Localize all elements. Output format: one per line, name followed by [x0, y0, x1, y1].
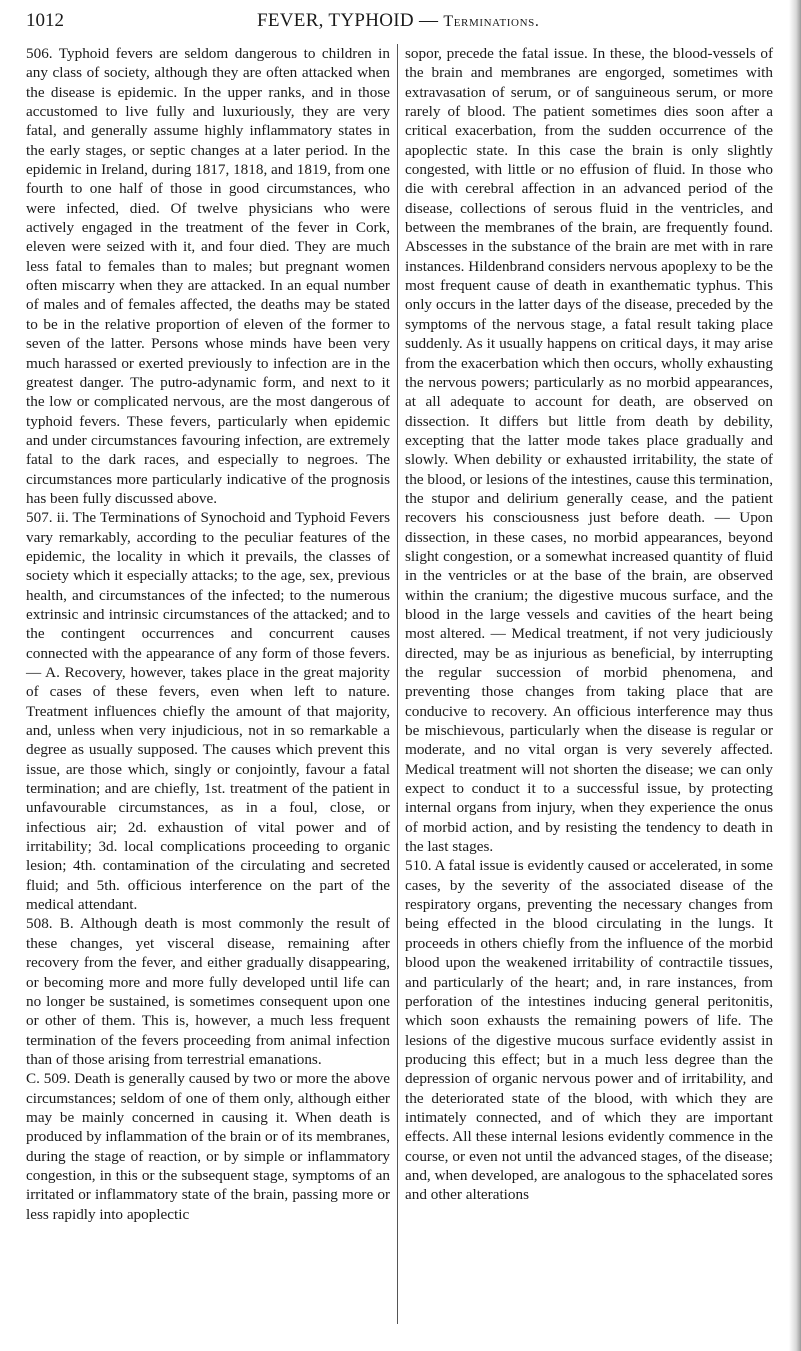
- running-title: [257, 10, 539, 32]
- column-divider: [397, 44, 398, 1324]
- section-text: Terminations.: [443, 13, 540, 30]
- title-text: FEVER, TYPHOID: [257, 10, 414, 31]
- paragraph-510: 510. A fatal issue is evidently caused or accelerated, in some cases, by the severity of the associated disease of the respiratory organs, preventing the necessary changes from being effected in the blood circulating in the lungs. It proceeds in others chiefly from the influence of the morbid blood upon the weakened irritability of contractile tissues, and particularly of the heart; and, in rare instances, from perforation of the intestines inducing general peritonitis, which soon exhausts the remaining powers of life. The lesions of the digestive mucous surface evidently assist in producing this effect; but in a much less degree than the depression of organic nervous power and of irritability, and the deteriorated state of the blood, with which they are intimately connected, and of which they are important effects. All these internal lesions evidently commence in the course, or even not until the advanced stages, of the disease; and, when developed, are analogous to the sphacelated sores and other alterations: [405, 857, 773, 1204]
- title-dash: —: [413, 10, 444, 31]
- page-number: 1012: [26, 10, 64, 31]
- left-column: [26, 44, 390, 1224]
- paragraph-506: 506. Typhoid fevers are seldom dangerous to children in any class of society, although they are often attacked when the disease is epidemic. In the upper ranks, and in those accustomed to live fully and luxuriously, they are very fatal, and generally assume highly inflammatory states in the early stages, or septic changes at a later period. In the epidemic in Ireland, during 1817, 1818, and 1819, from one fourth to one half of those in good circumstances, who were infected, died. Of twelve physicians who were actively engaged in the treatment of the fever in Cork, eleven were seized with it, and four died. They are much less fatal to females than to males; but pregnant women often miscarry when they are attacked. In an equal number of males and of females affected, the deaths may be stated to be in the relative proportion of eleven of the former to seven of the latter. Persons whose minds have been very much harassed or exerted previously to infection are in the greatest danger. The putro-adynamic form, and next to it the low or complicated nervous, are the most dangerous of typhoid fevers. These fevers, particularly when epidemic and under circumstances favouring infection, are extremely fatal to the dark races, and especially to negroes. The circumstances more particularly indicative of the prognosis has been fully discussed above.: [26, 45, 390, 507]
- paragraph-507: 507. ii. The Terminations of Synochoid and Typhoid Fevers vary remarkably, according to the peculiar features of the epidemic, the locality in which it prevails, the classes of society which it especially attacks; to the age, sex, previous health, and circumstances of the infected; to the numerous extrinsic and intrinsic circumstances of the attacked; and to the contingent occurrences and concurrent causes connected with the appearance of any form of those fevers. — A. Recovery, however, takes place in the great majority of cases of these fevers, even when left to nature. Treatment influences chiefly the amount of that majority, and, unless when very injudicious, not in so remarkable a degree as usually supposed. The causes which prevent this issue, are those which, singly or conjointly, favour a fatal termination; and are chiefly, 1st. treatment of the patient in unfavourable circumstances, as in a foul, close, or infectious air; 2d. exhaustion of vital power and of irritability; 3d. local complications proceeding to organic lesion; 4th. contamination of the circulating and secreted fluid; and 5th. officious interference on the part of the medical attendant.: [26, 509, 390, 914]
- right-column: [405, 44, 773, 1205]
- page-edge-shadow: [789, 0, 801, 1351]
- paragraph-509: C. 509. Death is generally caused by two or more the above circumstances; seldom of one of them only, although either may be mainly concerned in causing it. When death is produced by inflammation of the brain or of its membranes, during the stage of reaction, or by simple or inflammatory congestion, in this or the subsequent stage, symptoms of an irritated or inflammatory state of the brain, passing more or less rapidly into apoplectic: [26, 1070, 390, 1223]
- paragraph-508: 508. B. Although death is most commonly the result of these changes, yet visceral disease, remaining after recovery from the fever, and either gradually disappearing, or becoming more and more fully developed until life can no longer be sustained, is sometimes consequent upon one or other of them. This is, however, a much less frequent termination of the fevers proceeding from animal infection than of those arising from terrestrial emanations.: [26, 915, 390, 1068]
- running-header: [24, 10, 794, 36]
- paragraph-509-continued: sopor, precede the fatal issue. In these, the blood-vessels of the brain and membranes are engorged, sometimes with extravasation of serum, or of sanguineous serum, or more rarely of blood. The patient sometimes dies soon after a critical exacerbation, from the sudden occurrence of the apoplectic state. In this case the brain is only slightly congested, with little or no effusion of fluid. In those who die with cerebral affection in an advanced period of the disease, collections of serous fluid in the ventricles, and between the membranes of the brain, are frequently found. Abscesses in the substance of the brain are met with in rare instances. Hildenbrand considers nervous apoplexy to be the most frequent cause of death in exanthematic typhus. This only occurs in the latter days of the disease, preceded by the symptoms of the nervous stage, a fatal result taking place suddenly. As it usually happens on critical days, it may arise from the exacerbation which then occurs, wholly exhausting the nervous powers; particularly as no morbid appearances, at all adequate to account for death, are observed on dissection. It differs but little from death by debility, excepting that the latter mode takes place gradually and slowly. When debility or exhausted irritability, the state of the blood, or lesions of the intestines, cause this termination, the stupor and delirium generally cease, and the patient recovers his consciousness just before death. — Upon dissection, in these cases, no morbid appearances, beyond slight congestion, or a somewhat increased quantity of fluid in the ventricles or at the base of the brain, are observed within the cranium; the digestive mucous surface, and the blood in the large vessels and cavities of the heart being most altered. — Medical treatment, if not very judiciously directed, may be as injurious as beneficial, by interrupting the regular succession of morbid phenomena, and preventing those changes from taking place that are conducive to recovery. An officious interference may thus be mischievous, particularly when the disease is regular or moderate, and no vital organ is very severely affected. Medical treatment will not shorten the disease; we can only expect to conduct it to a successful issue, by protecting internal organs from injury, when they experience the onus of morbid action, and by resisting the tendency to death in the last stages.: [405, 45, 773, 856]
